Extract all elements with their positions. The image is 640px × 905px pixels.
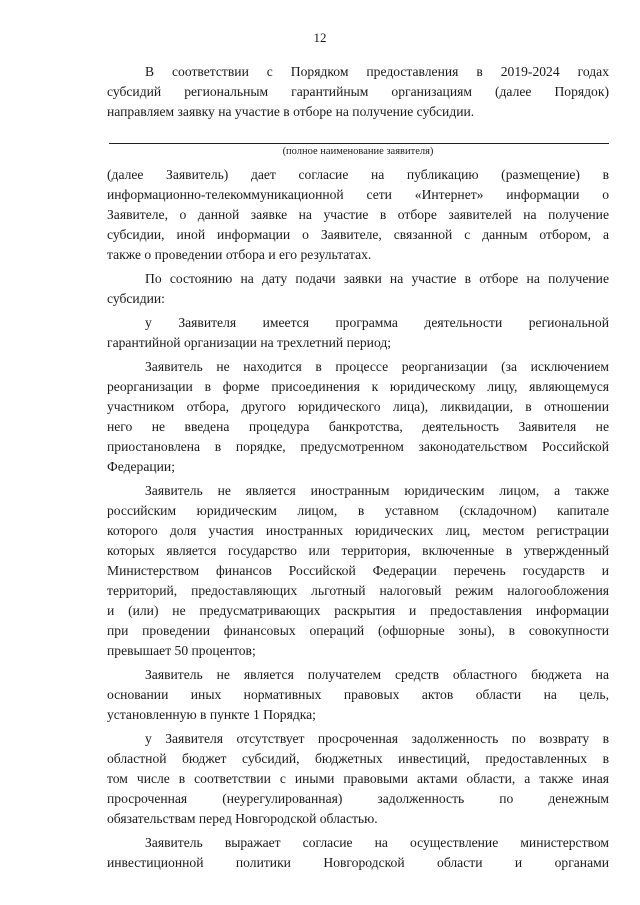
applicant-name-caption: (полное наименование заявителя) [282,146,434,157]
text-line: инвестиционной политики Новгородской области и органами [107,855,609,870]
applicant-name-field [107,130,609,159]
text-line: территорий, предоставляющих льготный налоговый режим налогообложения [107,583,609,598]
text-line: приостановлена в порядке, предусмотренном законодательством Российской [107,439,609,454]
text-line: Заявитель выражает согласие на осуществление министерством [145,835,609,850]
text-line: установленную в пункте 1 Порядка; [107,707,316,722]
debt-paragraph [107,729,609,829]
agreement-paragraph [107,833,609,873]
text-line: Федерации; [107,459,175,474]
text-line: него не введена процедура банкротства, деятельность Заявителя не [107,419,609,434]
text-line: превышает 50 процентов; [107,643,256,658]
text-line: также о проведении отбора и его результатах. [107,247,372,262]
text-line: (далее Заявитель) дает согласие на публикацию (размещение) в [107,167,609,182]
text-line: российским юридическим лицом, в уставном (складочном) капитале [107,503,609,518]
program-paragraph [107,313,609,353]
status-date-paragraph [107,269,609,309]
text-line: у Заявителя имеется программа деятельности региональной [145,315,609,330]
text-line: основании иных нормативных правовых актов области на цель, [107,687,609,702]
text-line: участником отбора, другого юридического лица), ликвидации, в отношении [107,399,609,414]
text-line: которых является государство или территория, включенные в утвержденный [107,543,609,558]
consent-paragraph [107,165,609,265]
text-line: направляем заявку на участие в отборе на получение субсидии. [107,104,475,119]
text-line: и (или) не предусматривающих раскрытия и предоставления информации [107,603,609,618]
text-line: у Заявителя отсутствует просроченная задолженность по возврату в [145,731,609,746]
text-line: при проведении финансовых операций (офшорные зоны), в совокупности [107,623,609,638]
text-line: субсидии, иной информации о Заявителе, связанной с данным отбором, а [107,227,609,242]
text-line: В соответствии с Порядком предоставления в 2019-2024 годах [145,64,609,79]
text-line: По состоянию на дату подачи заявки на участие в отборе на получение [145,271,609,286]
text-line: том числе в соответствии с иными правовыми актами области, а также иная [107,771,609,786]
text-line: обязательствам перед Новгородской областью. [107,811,378,826]
text-line: субсидий региональным гарантийным организациям (далее Порядок) [107,84,609,99]
text-line: гарантийной организации на трехлетний период; [107,335,392,350]
text-line: информационно-телекоммуникационной сети «Интернет» информации о [107,187,609,202]
applicant-name-underline [109,130,609,144]
text-line: Заявитель не является получателем средств областного бюджета на [145,667,609,682]
text-line: которого доля участия иностранных юридических лиц, местом регистрации [107,523,609,538]
page-number: 12 [313,30,327,45]
document-body [107,62,609,877]
text-line: просроченная (неурегулированная) задолженность по денежным [107,791,609,806]
budget-recipient-paragraph [107,665,609,725]
intro-paragraph [107,62,609,122]
text-line: реорганизации в форме присоединения к юридическому лицу, являющемуся [107,379,609,394]
text-line: Заявитель не является иностранным юридическим лицом, а также [145,483,609,498]
text-line: Заявитель не находится в процессе реорганизации (за исключением [145,359,609,374]
text-line: субсидии: [107,291,165,306]
foreign-entity-paragraph [107,481,609,661]
text-line: областной бюджет субсидий, бюджетных инвестиций, предоставленных в [107,751,609,766]
text-line: Министерством финансов Российской Федерации перечень государств и [107,563,609,578]
reorganization-paragraph [107,357,609,477]
text-line: Заявителе, о данной заявке на участие в отборе заявителей на получение [107,207,609,222]
